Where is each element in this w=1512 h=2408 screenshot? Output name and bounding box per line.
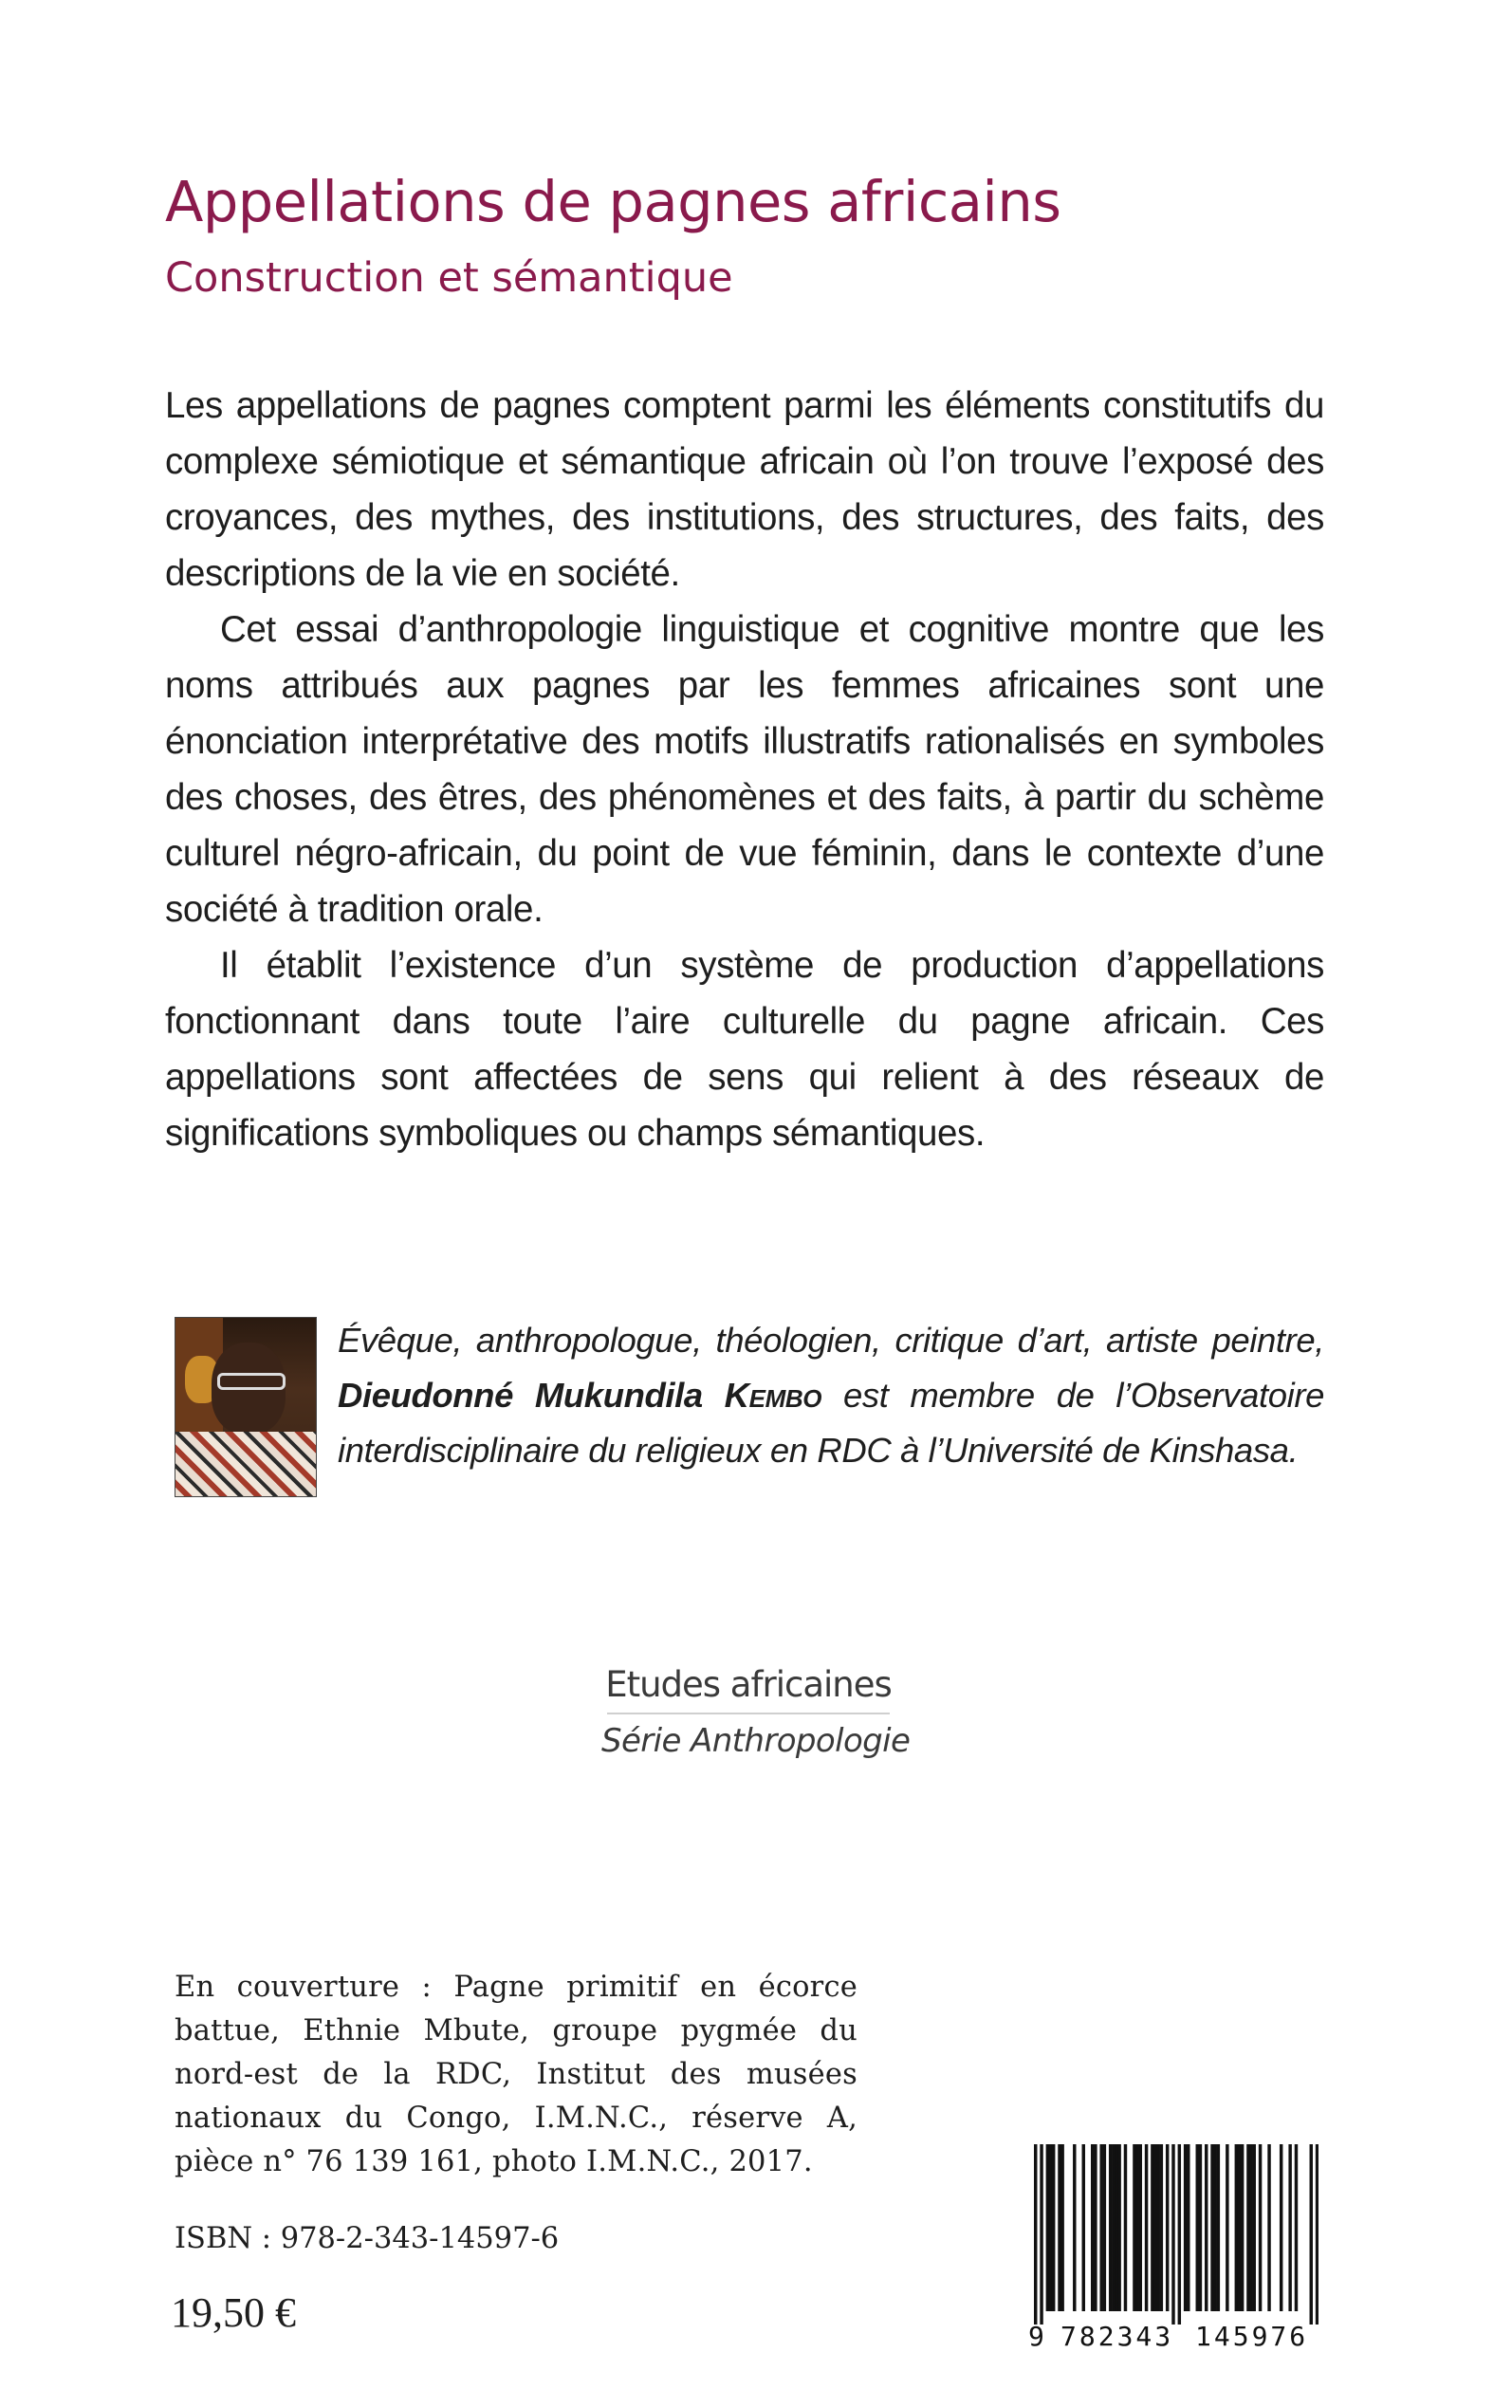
- barcode-bar: [1112, 2144, 1115, 2311]
- barcode-bar: [1249, 2144, 1252, 2311]
- barcode-bar: [1171, 2144, 1174, 2325]
- barcode-bar: [1109, 2144, 1112, 2311]
- barcode-bar: [1145, 2144, 1148, 2311]
- barcode-bars: [1034, 2144, 1318, 2325]
- barcode-bar: [1124, 2144, 1127, 2311]
- barcode-bar: [1246, 2144, 1249, 2311]
- barcode-bar: [1151, 2144, 1153, 2311]
- barcode-bar: [1199, 2144, 1202, 2311]
- barcode-digits: [1028, 2321, 1318, 2359]
- author-bio-intro: Évêque, anthropologue, théologien, critique d’art, artiste peintre,: [338, 1321, 1324, 1360]
- barcode-bar: [1094, 2144, 1097, 2311]
- summary-paragraph-1: Les appellations de pagnes comptent parmi les éléments constitutifs du complexe sémiotique et sémantique africain où l’on trouve l’exposé des croyances, des mythes, des institutions, des structures, des faits, des descriptions de la vie en société.: [165, 385, 1324, 594]
- barcode-bar: [1139, 2144, 1142, 2311]
- barcode-bar: [1213, 2144, 1216, 2311]
- barcode-bar: [1288, 2144, 1291, 2311]
- barcode: [1028, 2144, 1318, 2359]
- barcode-bar: [1073, 2144, 1076, 2311]
- collection-divider: [607, 1713, 890, 1714]
- author-photo: [175, 1317, 317, 1497]
- barcode-bar: [1060, 2144, 1063, 2311]
- barcode-bar: [1184, 2144, 1187, 2311]
- barcode-bar: [1238, 2144, 1241, 2311]
- collection-block: [601, 1664, 911, 1760]
- barcode-bar: [1178, 2144, 1181, 2325]
- barcode-bar: [1040, 2144, 1042, 2325]
- barcode-left-digits: 782343: [1060, 2321, 1174, 2352]
- barcode-bar: [1166, 2144, 1169, 2311]
- book-subtitle: Construction et sémantique: [165, 254, 733, 302]
- barcode-bar: [1099, 2144, 1102, 2311]
- author-first-name: Dieudonné Mukundila: [338, 1376, 725, 1415]
- barcode-bar: [1049, 2144, 1052, 2311]
- barcode-bar: [1133, 2144, 1135, 2311]
- barcode-bar: [1253, 2144, 1256, 2311]
- barcode-bar: [1103, 2144, 1106, 2311]
- barcode-bar: [1310, 2144, 1313, 2325]
- barcode-bar: [1316, 2144, 1318, 2325]
- barcode-bar: [1217, 2144, 1220, 2311]
- price: 19,50 €: [171, 2289, 296, 2336]
- barcode-first-digit: 9: [1028, 2321, 1044, 2352]
- barcode-right-digits: 145976: [1195, 2321, 1309, 2352]
- barcode-bar: [1034, 2144, 1037, 2325]
- barcode-bar: [1241, 2144, 1244, 2311]
- barcode-bar: [1160, 2144, 1163, 2311]
- barcode-bar: [1235, 2144, 1238, 2311]
- barcode-bar: [1210, 2144, 1213, 2311]
- collection-name: Etudes africaines: [605, 1664, 892, 1705]
- summary-text: [165, 378, 1324, 1161]
- barcode-bar: [1082, 2144, 1085, 2311]
- barcode-bar: [1091, 2144, 1094, 2311]
- summary-paragraph-2: Cet essai d’anthropologie linguistique et cognitive montre que les noms attribués aux pagnes par les femmes africaines sont une énonciation interprétative des motifs illustratifs rationalisés en symboles des choses, des êtres, des phénomènes et des faits, à partir du schème culturel négro-africain, du point de vue féminin, dans le contexte d’une société à tradition orale.: [165, 609, 1324, 930]
- collection-series: Série Anthropologie: [601, 1722, 911, 1760]
- barcode-bar: [1226, 2144, 1228, 2311]
- author-bio: [338, 1313, 1324, 1478]
- barcode-bar: [1046, 2144, 1049, 2311]
- author-bio-outro: est membre de l’Observatoire interdisciplinaire du religieux en RDC à l’Université de Kinshasa.: [338, 1376, 1324, 1470]
- author-name: [338, 1376, 821, 1415]
- barcode-bar: [1196, 2144, 1199, 2311]
- barcode-bar: [1115, 2144, 1117, 2311]
- isbn: ISBN : 978-2-343-14597-6: [175, 2222, 560, 2255]
- barcode-bar: [1259, 2144, 1262, 2311]
- barcode-bar: [1135, 2144, 1138, 2311]
- barcode-bar: [1267, 2144, 1270, 2311]
- barcode-bar: [1153, 2144, 1156, 2311]
- barcode-bar: [1052, 2144, 1055, 2311]
- cover-credit: En couverture : Pagne primitif en écorce battue, Ethnie Mbute, groupe pygmée du nord-est de la RDC, Institut des musées nationaux du Congo, I.M.N.C., réserve A, pièce n° 76 139 161, photo I.M.N.C., 2017.: [175, 1971, 857, 2178]
- barcode-bar: [1295, 2144, 1298, 2311]
- book-title: Appellations de pagnes africains: [165, 169, 1061, 234]
- barcode-bar: [1205, 2144, 1208, 2311]
- barcode-bar: [1280, 2144, 1282, 2311]
- barcode-bar: [1156, 2144, 1159, 2311]
- barcode-bar: [1117, 2144, 1120, 2311]
- barcode-bar: [1058, 2144, 1060, 2311]
- barcode-bar: [1187, 2144, 1189, 2311]
- author-last-name: Kembo: [724, 1376, 822, 1415]
- summary-paragraph-3: Il établit l’existence d’un système de production d’appellations fonctionnant dans toute l’aire culturelle du pagne africain. Ces appellations sont affectées de sens qui relient à des réseaux de significations symboliques ou champs sémantiques.: [165, 945, 1324, 1154]
- author-glasses: [217, 1373, 286, 1390]
- author-robe: [175, 1432, 316, 1497]
